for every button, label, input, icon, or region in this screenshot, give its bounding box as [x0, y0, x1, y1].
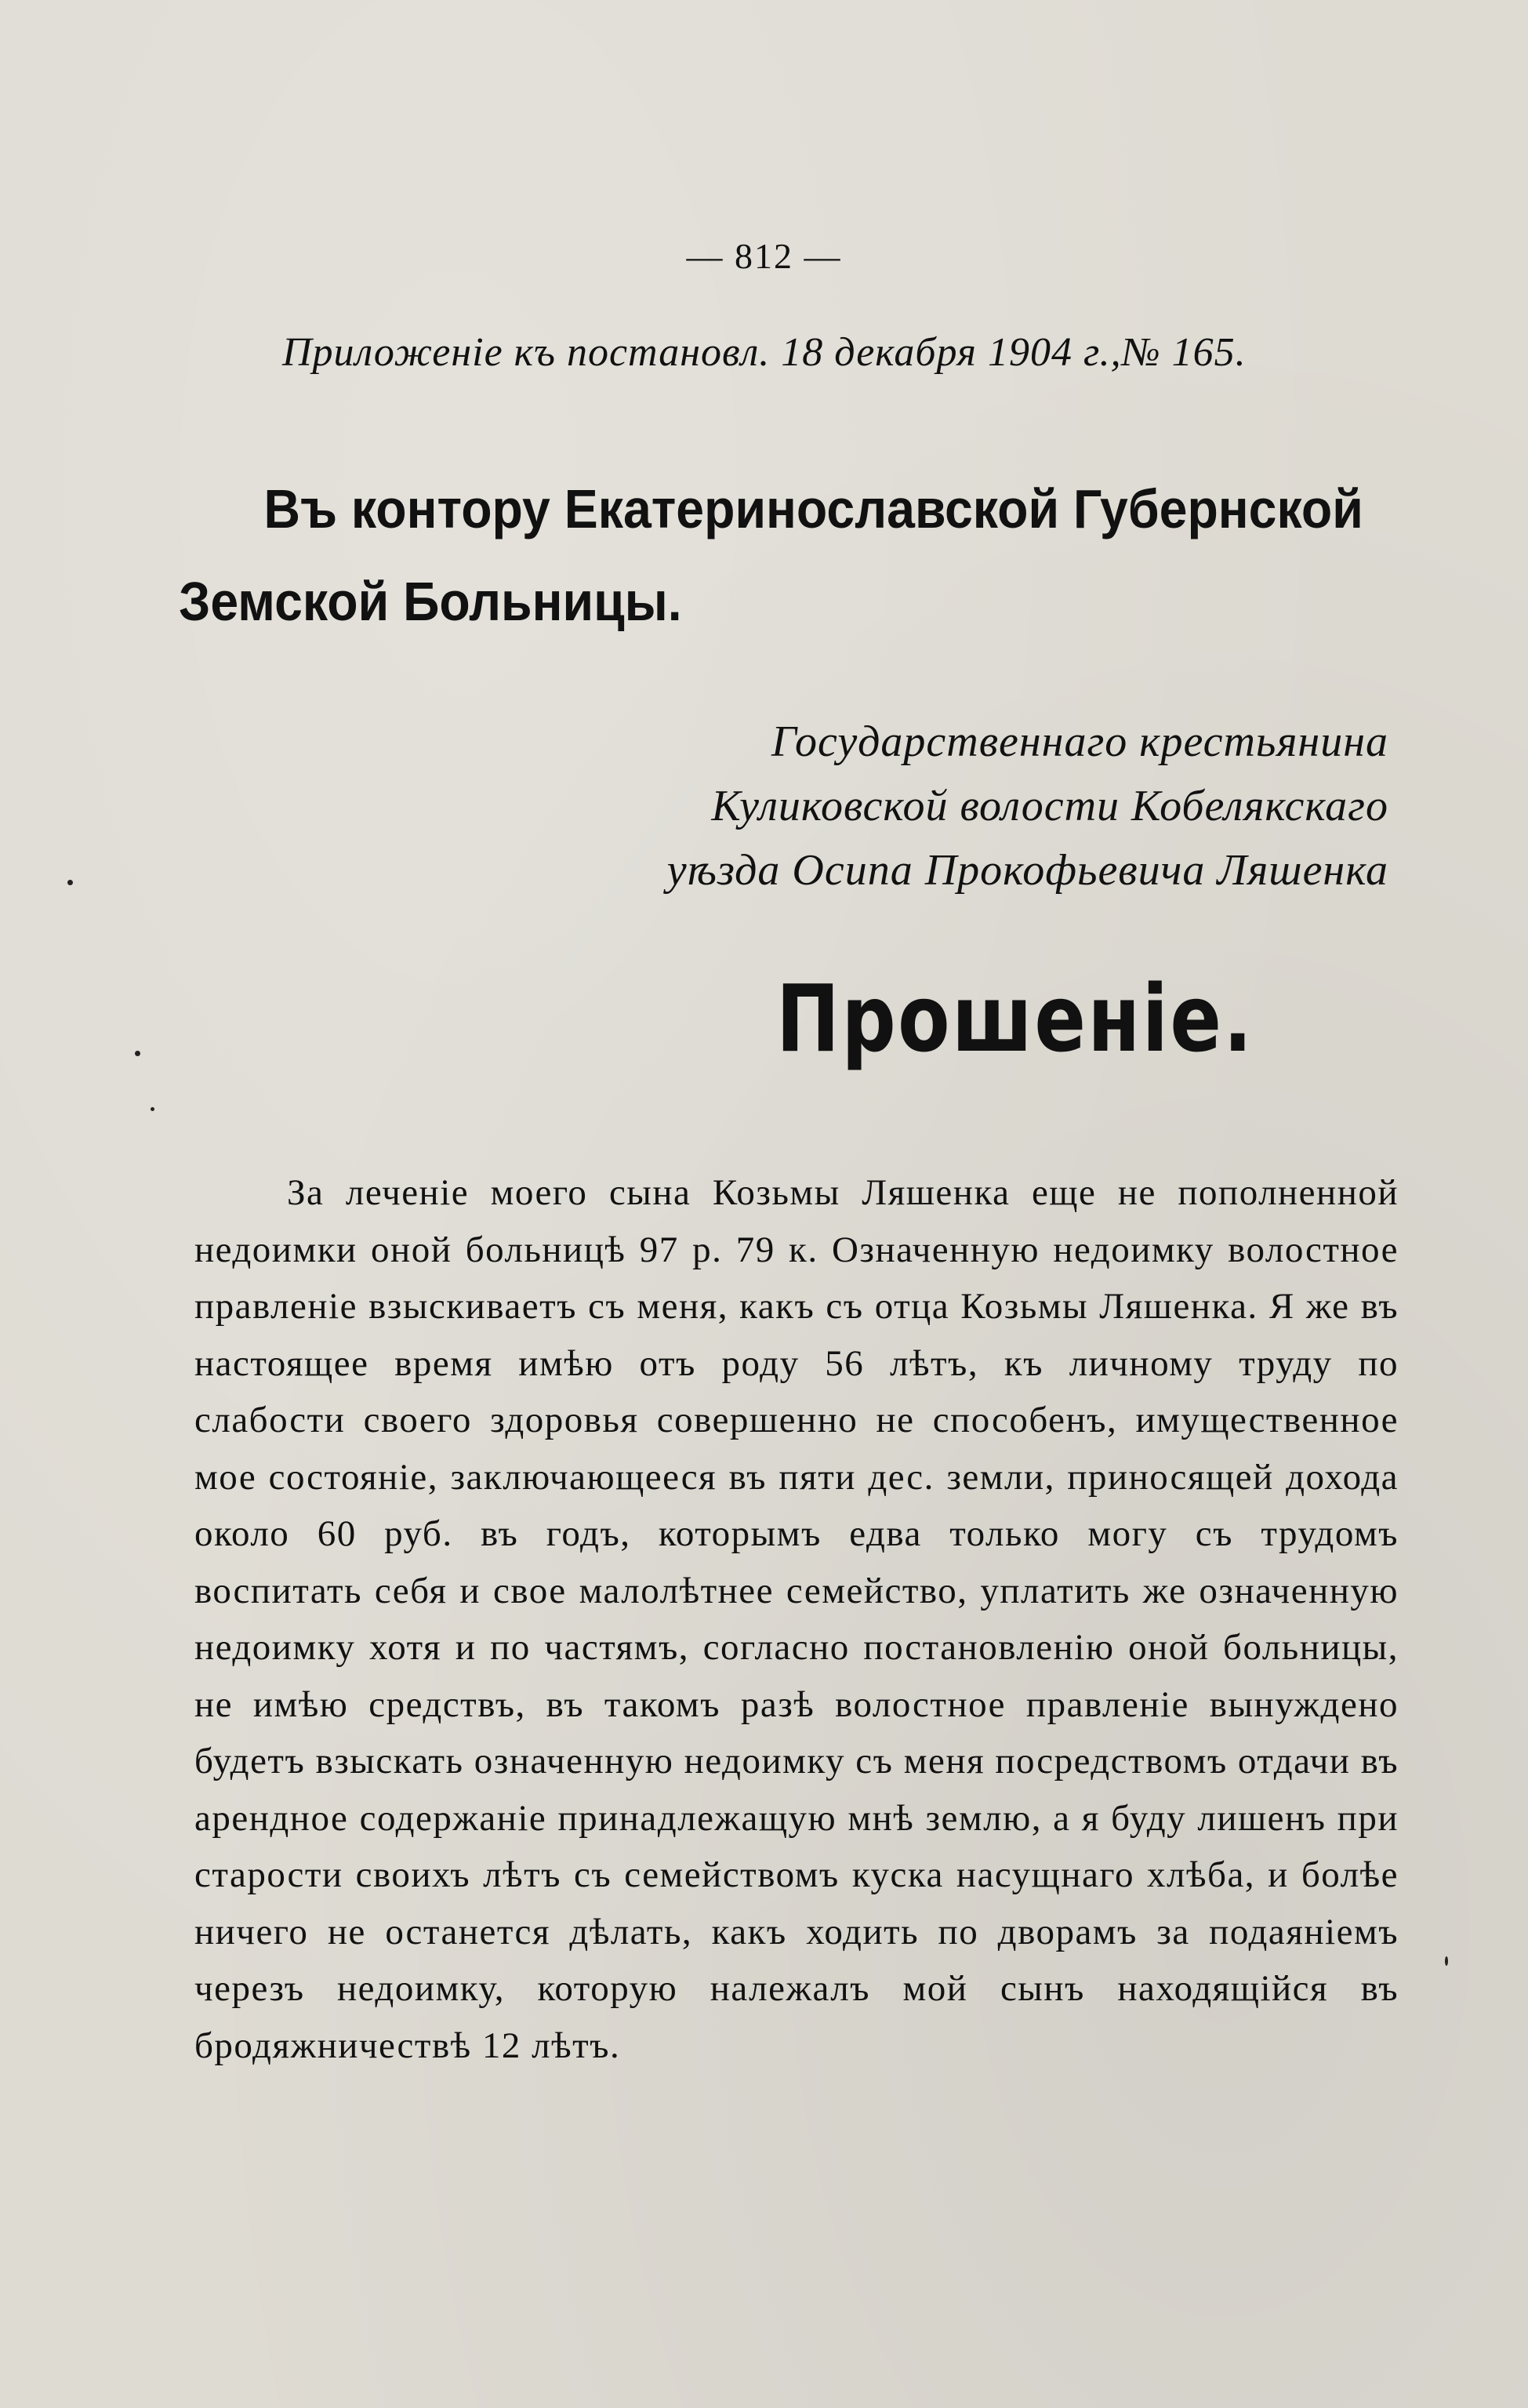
addressee-line-2: Земской Больницы. — [179, 571, 682, 632]
appendix-note: Приложенiе къ постановл. 18 декабря 1904 г.,№ 165. — [282, 330, 1247, 375]
ink-speck — [151, 1107, 154, 1111]
sender-line-3: уѣзда Осипа Прокофьевича Ляшенка — [666, 846, 1388, 895]
addressee-line-1: Въ контору Екатеринославской Губернской — [263, 478, 1363, 539]
sender-line-1: Государственнаго крестьянина — [771, 717, 1388, 766]
addressee-heading — [179, 463, 1405, 648]
page-number: — 812 — — [686, 236, 842, 276]
ink-speck — [67, 880, 73, 885]
ink-speck — [135, 1051, 140, 1056]
petition-body — [194, 1164, 1399, 2074]
document-title: Прошенiе. — [776, 964, 1254, 1073]
petition-paragraph: За леченiе моего сына Козьмы Ляшенка еще не пополненной недоимки оной больницѣ 97 р. 79 к. Означенную недоимку волостное правленiе взыскиваетъ съ меня, какъ съ отца Козьмы Ляшенка. Я же въ настоящее время имѣю отъ роду 56 лѣтъ, къ личному труду по слабости своего здоровья совершенно не способенъ, имущественное мое состоянiе, заключающееся въ пяти дес. земли, приносящей дохода около 60 руб. въ годъ, которымъ едва только могу съ трудомъ воспитать себя и свое малолѣтнее семейство, уплатить же означенную недоимку хотя и по частямъ, согласно постановленiю оной больницы, не имѣю средствъ, въ такомъ разѣ волостное правленiе вынуждено будетъ взыскать означенную недоимку съ меня посредствомъ отдачи въ арендное содержанiе принадлежащую мнѣ землю, а я буду лишенъ при старости своихъ лѣтъ съ семействомъ куска насущнаго хлѣба, и болѣе ничего не останется дѣлать, какъ ходить по дворамъ за подаянiемъ черезъ недоимку, которую належалъ мой сынъ находящiйся въ бродяжничествѣ 12 лѣтъ. — [194, 1172, 1399, 2066]
sender-block — [448, 710, 1388, 903]
sender-line-2: Куликовской волости Кобелякскаго — [711, 782, 1388, 830]
ink-speck — [1445, 1956, 1448, 1966]
